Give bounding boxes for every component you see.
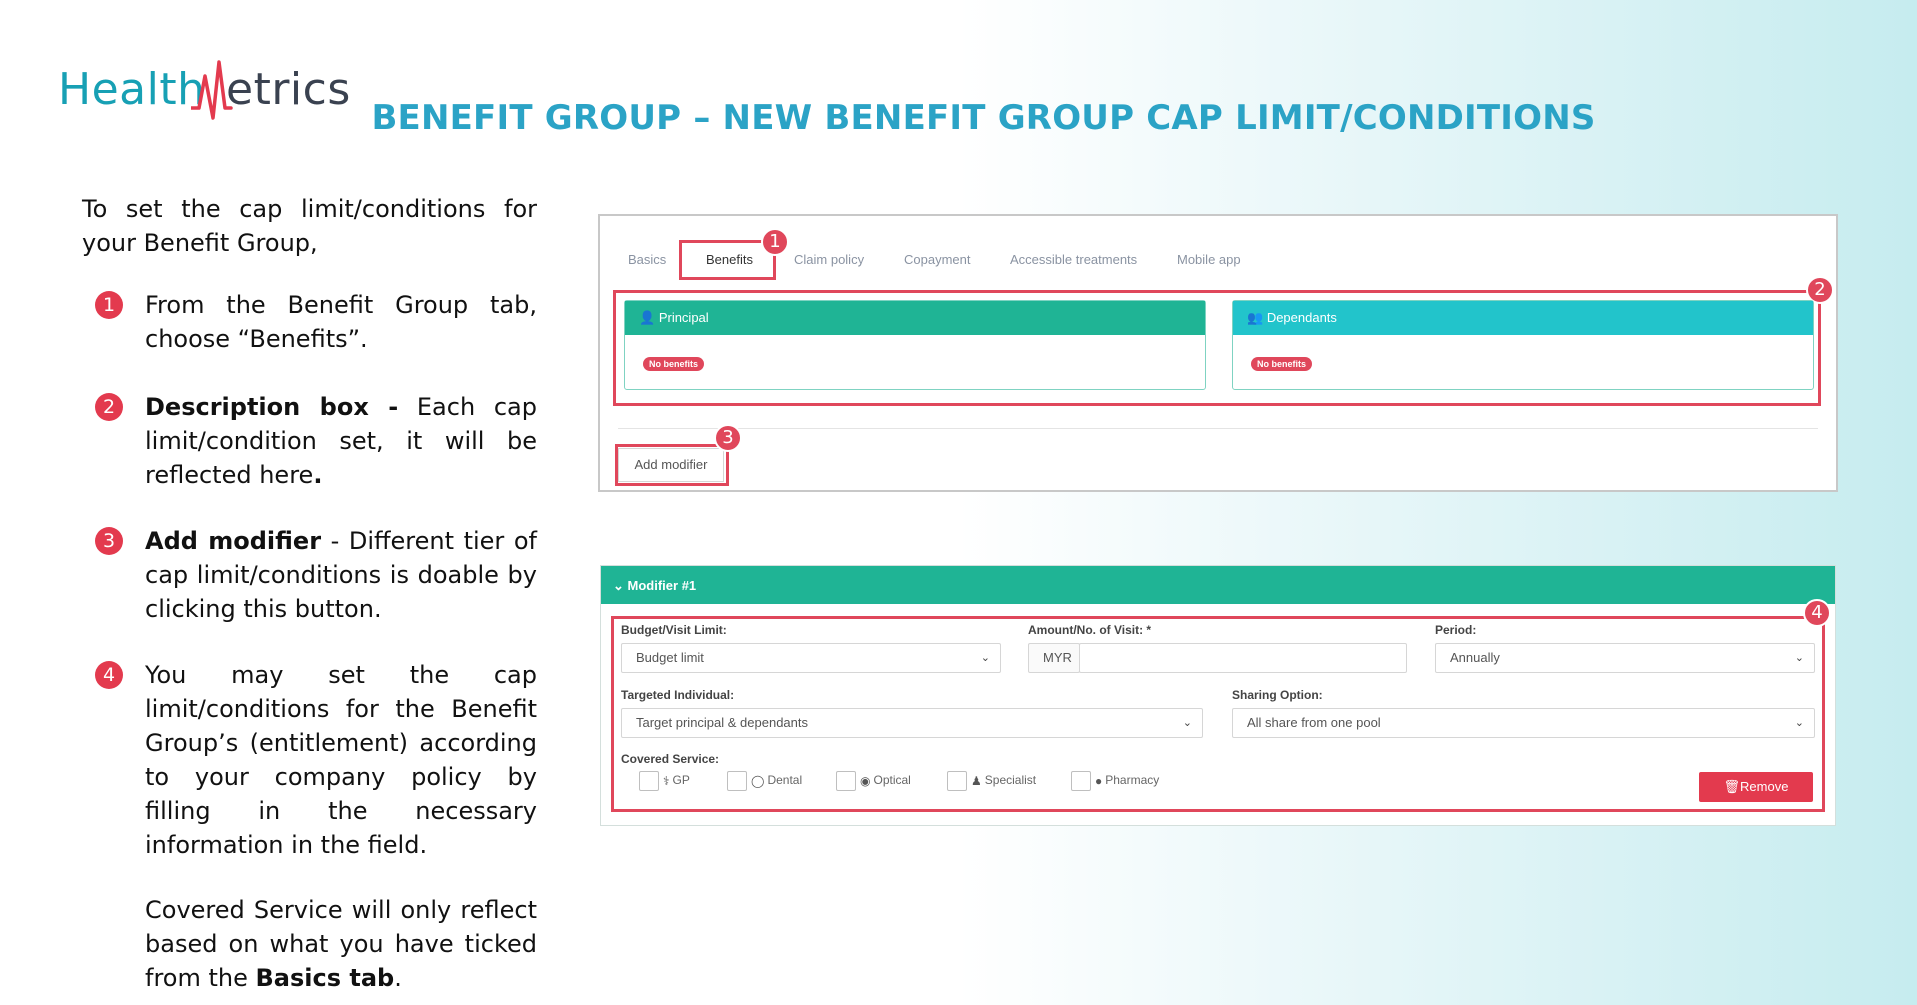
checkbox[interactable]	[727, 771, 747, 791]
step-text: From the Benefit Group tab, choose “Benefits”.	[145, 291, 537, 353]
divider	[618, 428, 1818, 429]
step-bold: Description box -	[145, 393, 399, 421]
modifier-title: Modifier #1	[627, 578, 697, 593]
budget-limit-label: Budget/Visit Limit:	[621, 623, 727, 637]
no-benefits-badge: No benefits	[1251, 357, 1312, 371]
targeted-individual-value: Target principal & dependants	[636, 715, 809, 730]
checkbox[interactable]	[639, 771, 659, 791]
budget-limit-value: Budget limit	[636, 650, 704, 665]
chevron-down-icon: ⌄	[1182, 717, 1192, 729]
step-1	[82, 288, 537, 360]
step-4	[82, 658, 537, 859]
logo-text-etrics: etrics	[226, 64, 351, 115]
remove-button[interactable]	[1699, 772, 1813, 802]
tab-mobile-app[interactable]: Mobile app	[1177, 252, 1241, 267]
note	[82, 893, 537, 997]
tab-basics[interactable]: Basics	[628, 252, 667, 267]
note-body: Covered Service will only reflect based on what you have ticked from the	[145, 896, 537, 992]
users-icon: 👥	[1247, 310, 1264, 325]
modifier-form-screenshot	[600, 565, 1836, 826]
doctor-icon: ♟	[971, 774, 982, 788]
principal-label: Principal	[658, 310, 709, 325]
step-body: - Different tier of cap limit/conditions is doable by clicking this button.	[145, 527, 538, 623]
step-text	[145, 390, 537, 492]
targeted-individual-select[interactable]	[621, 708, 1203, 738]
sharing-option-label: Sharing Option:	[1232, 688, 1323, 702]
marker-2: 2	[1806, 276, 1834, 304]
service-label: Specialist	[984, 773, 1037, 788]
note-tail: .	[394, 964, 402, 992]
period-label: Period:	[1435, 623, 1477, 637]
chevron-down-icon: ⌄	[1794, 717, 1804, 729]
period-value: Annually	[1450, 650, 1500, 665]
service-pharmacy-checkbox[interactable]	[1071, 771, 1159, 791]
checkbox[interactable]	[836, 771, 856, 791]
step-number: 1	[95, 291, 123, 319]
service-label: GP	[672, 773, 690, 788]
tab-accessible-treatments[interactable]: Accessible treatments	[1010, 252, 1138, 267]
tab-benefits[interactable]: Benefits	[706, 252, 753, 267]
step-number: 4	[95, 661, 123, 689]
stethoscope-icon: ⚕	[663, 774, 670, 788]
step-tail: .	[313, 461, 323, 489]
service-specialist-checkbox[interactable]	[947, 771, 1036, 791]
period-select[interactable]	[1435, 643, 1815, 673]
chevron-down-icon: ⌄	[980, 652, 990, 664]
dependants-card	[1232, 300, 1814, 390]
trash-icon: 🗑	[1723, 779, 1741, 794]
tab-claim-policy[interactable]: Claim policy	[794, 252, 865, 267]
targeted-individual-label: Targeted Individual:	[621, 688, 735, 702]
marker-3: 3	[714, 424, 742, 452]
tab-copayment[interactable]: Copayment	[904, 252, 971, 267]
amount-label: Amount/No. of Visit: *	[1028, 623, 1152, 637]
principal-card	[624, 300, 1206, 390]
marker-1: 1	[761, 228, 789, 256]
checkbox[interactable]	[1071, 771, 1091, 791]
service-label: Dental	[767, 773, 803, 788]
service-gp-checkbox[interactable]	[639, 771, 690, 791]
page-title: BENEFIT GROUP – NEW BENEFIT GROUP CAP LIMIT/CONDITIONS	[371, 98, 1596, 138]
glasses-icon: ◉	[860, 774, 871, 788]
highlight-box-3	[615, 444, 729, 486]
logo-text-health: Health	[58, 64, 206, 115]
step-bold: Add modifier	[145, 527, 322, 555]
step-2	[82, 390, 537, 494]
remove-label: Remove	[1740, 779, 1789, 794]
currency-addon: MYR	[1028, 643, 1080, 673]
chevron-down-icon: ⌄	[613, 578, 624, 593]
sharing-option-value: All share from one pool	[1247, 715, 1381, 730]
service-label: Pharmacy	[1105, 773, 1160, 788]
step-body: Each cap limit/condition set, it will be reflected here	[145, 393, 537, 489]
intro-text: To set the cap limit/conditions for your Benefit Group,	[82, 195, 537, 257]
checkbox[interactable]	[947, 771, 967, 791]
step-number: 2	[95, 393, 123, 421]
user-icon: 👤	[639, 310, 656, 325]
modifier-header[interactable]	[601, 566, 1835, 604]
sharing-option-select[interactable]	[1232, 708, 1815, 738]
service-optical-checkbox[interactable]	[836, 771, 911, 791]
benefits-tab-screenshot	[598, 214, 1838, 492]
marker-4: 4	[1803, 599, 1831, 627]
dependants-label: Dependants	[1266, 310, 1337, 325]
budget-limit-select[interactable]	[621, 643, 1001, 673]
step-text: You may set the cap limit/conditions for the Benefit Group’s (entitlement) according to your company policy by filling in the necessary information in the field.	[145, 661, 537, 859]
note-bold: Basics tab	[255, 964, 395, 992]
service-dental-checkbox[interactable]	[727, 771, 802, 791]
dependants-header	[1233, 301, 1813, 335]
principal-header	[625, 301, 1205, 335]
step-number: 3	[95, 527, 123, 555]
chevron-down-icon: ⌄	[1794, 652, 1804, 664]
covered-service-label: Covered Service:	[621, 752, 720, 766]
step-3	[82, 524, 537, 628]
no-benefits-badge: No benefits	[643, 357, 704, 371]
amount-input[interactable]	[1079, 643, 1407, 673]
note-text	[145, 893, 537, 995]
service-label: Optical	[873, 773, 911, 788]
step-text	[145, 524, 537, 626]
pills-icon: ●	[1095, 774, 1103, 788]
add-modifier-button[interactable]: Add modifier	[618, 448, 724, 482]
tooth-icon: ◯	[751, 774, 765, 788]
